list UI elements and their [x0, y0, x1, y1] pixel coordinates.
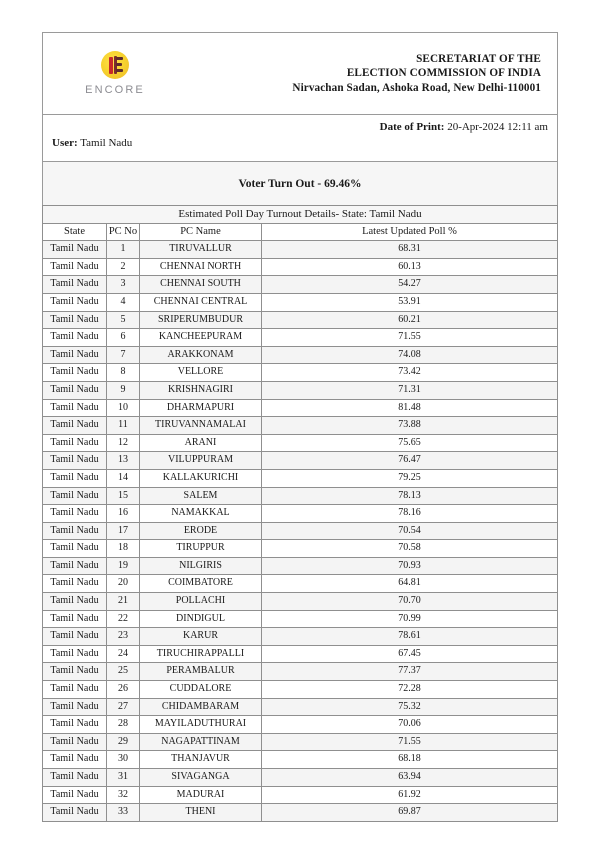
table-row — [43, 716, 558, 734]
print-date-label: Date of Print: — [379, 121, 445, 133]
cell-state: Tamil Nadu — [43, 522, 107, 540]
cell-poll-pct: 73.88 — [262, 417, 558, 435]
cell-pc-no: 15 — [107, 487, 140, 505]
cell-poll-pct: 70.99 — [262, 610, 558, 628]
cell-pc-no: 29 — [107, 733, 140, 751]
cell-pc-name: PERAMBALUR — [140, 663, 262, 681]
cell-state: Tamil Nadu — [43, 346, 107, 364]
cell-pc-no: 18 — [107, 540, 140, 558]
cell-pc-no: 10 — [107, 399, 140, 417]
user-line — [52, 137, 132, 149]
cell-state: Tamil Nadu — [43, 593, 107, 611]
cell-state: Tamil Nadu — [43, 487, 107, 505]
table-row — [43, 698, 558, 716]
logo-bar-red — [109, 57, 113, 74]
cell-pc-name: DHARMAPURI — [140, 399, 262, 417]
table-caption: Estimated Poll Day Turnout Details- State: Tamil Nadu — [43, 206, 558, 224]
cell-state: Tamil Nadu — [43, 575, 107, 593]
voter-turnout-text: Voter Turn Out - 69.46% — [238, 177, 362, 190]
cell-poll-pct: 76.47 — [262, 452, 558, 470]
cell-pc-no: 13 — [107, 452, 140, 470]
table-row — [43, 469, 558, 487]
cell-poll-pct: 75.32 — [262, 698, 558, 716]
cell-pc-no: 20 — [107, 575, 140, 593]
print-date-value: 20-Apr-2024 12:11 am — [447, 121, 548, 133]
cell-state: Tamil Nadu — [43, 628, 107, 646]
encore-circle-logo-icon — [101, 51, 129, 79]
cell-pc-no: 21 — [107, 593, 140, 611]
cell-state: Tamil Nadu — [43, 663, 107, 681]
cell-pc-no: 7 — [107, 346, 140, 364]
cell-poll-pct: 71.31 — [262, 381, 558, 399]
cell-pc-no: 6 — [107, 329, 140, 347]
cell-poll-pct: 77.37 — [262, 663, 558, 681]
cell-pc-name: THENI — [140, 804, 262, 822]
cell-state: Tamil Nadu — [43, 557, 107, 575]
cell-pc-name: TIRUCHIRAPPALLI — [140, 645, 262, 663]
table-row — [43, 241, 558, 259]
cell-pc-name: NILGIRIS — [140, 557, 262, 575]
table-row — [43, 593, 558, 611]
column-header-state: State — [43, 223, 107, 241]
cell-pc-name: SIVAGANGA — [140, 769, 262, 787]
cell-state: Tamil Nadu — [43, 258, 107, 276]
table-row — [43, 522, 558, 540]
cell-poll-pct: 78.16 — [262, 505, 558, 523]
cell-pc-no: 17 — [107, 522, 140, 540]
user-date-strip — [42, 114, 558, 161]
cell-pc-name: CHENNAI NORTH — [140, 258, 262, 276]
user-value: Tamil Nadu — [80, 137, 133, 149]
cell-poll-pct: 70.54 — [262, 522, 558, 540]
cell-pc-no: 19 — [107, 557, 140, 575]
cell-pc-name: CUDDALORE — [140, 681, 262, 699]
cell-pc-no: 30 — [107, 751, 140, 769]
cell-poll-pct: 73.42 — [262, 364, 558, 382]
cell-poll-pct: 53.91 — [262, 293, 558, 311]
cell-pc-no: 16 — [107, 505, 140, 523]
cell-state: Tamil Nadu — [43, 399, 107, 417]
table-row — [43, 505, 558, 523]
cell-pc-no: 31 — [107, 769, 140, 787]
cell-poll-pct: 71.55 — [262, 329, 558, 347]
column-header-poll-pct: Latest Updated Poll % — [262, 223, 558, 241]
cell-state: Tamil Nadu — [43, 681, 107, 699]
cell-pc-no: 14 — [107, 469, 140, 487]
turnout-table — [42, 205, 558, 822]
cell-poll-pct: 70.06 — [262, 716, 558, 734]
cell-pc-name: SRIPERUMBUDUR — [140, 311, 262, 329]
table-row — [43, 804, 558, 822]
table-row — [43, 786, 558, 804]
cell-pc-name: CHENNAI SOUTH — [140, 276, 262, 294]
cell-state: Tamil Nadu — [43, 293, 107, 311]
cell-poll-pct: 78.13 — [262, 487, 558, 505]
table-row — [43, 575, 558, 593]
voter-turnout-banner — [42, 161, 558, 205]
table-row — [43, 346, 558, 364]
cell-pc-name: THANJAVUR — [140, 751, 262, 769]
cell-pc-name: MADURAI — [140, 786, 262, 804]
masthead-line-3: Nirvachan Sadan, Ashoka Road, New Delhi-110001 — [292, 81, 541, 94]
cell-state: Tamil Nadu — [43, 716, 107, 734]
cell-poll-pct: 64.81 — [262, 575, 558, 593]
table-row — [43, 733, 558, 751]
print-date — [380, 121, 548, 133]
cell-state: Tamil Nadu — [43, 698, 107, 716]
table-row — [43, 769, 558, 787]
cell-state: Tamil Nadu — [43, 733, 107, 751]
masthead-line-1: SECRETARIAT OF THE — [416, 52, 541, 65]
cell-pc-name: VILUPPURAM — [140, 452, 262, 470]
cell-pc-name: KARUR — [140, 628, 262, 646]
cell-pc-no: 23 — [107, 628, 140, 646]
table-row — [43, 417, 558, 435]
cell-pc-no: 1 — [107, 241, 140, 259]
cell-state: Tamil Nadu — [43, 469, 107, 487]
cell-state: Tamil Nadu — [43, 751, 107, 769]
cell-pc-name: CHENNAI CENTRAL — [140, 293, 262, 311]
cell-pc-no: 28 — [107, 716, 140, 734]
cell-poll-pct: 68.31 — [262, 241, 558, 259]
cell-pc-name: COIMBATORE — [140, 575, 262, 593]
cell-pc-no: 24 — [107, 645, 140, 663]
cell-state: Tamil Nadu — [43, 540, 107, 558]
cell-poll-pct: 68.18 — [262, 751, 558, 769]
table-row — [43, 399, 558, 417]
table-row — [43, 293, 558, 311]
column-header-pc-name: PC Name — [140, 223, 262, 241]
table-row — [43, 434, 558, 452]
cell-poll-pct: 54.27 — [262, 276, 558, 294]
cell-pc-no: 4 — [107, 293, 140, 311]
cell-poll-pct: 69.87 — [262, 804, 558, 822]
cell-poll-pct: 78.61 — [262, 628, 558, 646]
table-row — [43, 276, 558, 294]
cell-pc-no: 3 — [107, 276, 140, 294]
cell-poll-pct: 70.58 — [262, 540, 558, 558]
cell-state: Tamil Nadu — [43, 381, 107, 399]
table-row — [43, 452, 558, 470]
cell-pc-name: MAYILADUTHURAI — [140, 716, 262, 734]
encore-wordmark: ENCORE — [85, 84, 145, 96]
table-row — [43, 540, 558, 558]
cell-state: Tamil Nadu — [43, 452, 107, 470]
table-row — [43, 663, 558, 681]
cell-pc-name: KALLAKURICHI — [140, 469, 262, 487]
user-label: User: — [52, 137, 78, 149]
cell-pc-name: VELLORE — [140, 364, 262, 382]
cell-pc-name: POLLACHI — [140, 593, 262, 611]
table-row — [43, 557, 558, 575]
table-body — [43, 241, 558, 822]
cell-state: Tamil Nadu — [43, 804, 107, 822]
cell-pc-no: 32 — [107, 786, 140, 804]
cell-pc-name: SALEM — [140, 487, 262, 505]
encore-brand — [55, 51, 175, 96]
logo-arm-middle — [116, 63, 122, 66]
cell-pc-name: CHIDAMBARAM — [140, 698, 262, 716]
cell-state: Tamil Nadu — [43, 645, 107, 663]
column-header-pc-no: PC No — [107, 223, 140, 241]
table-row — [43, 258, 558, 276]
cell-poll-pct: 72.28 — [262, 681, 558, 699]
cell-pc-name: KANCHEEPURAM — [140, 329, 262, 347]
table-row — [43, 311, 558, 329]
report-masthead — [42, 32, 558, 114]
cell-pc-no: 12 — [107, 434, 140, 452]
cell-pc-no: 5 — [107, 311, 140, 329]
cell-state: Tamil Nadu — [43, 329, 107, 347]
table-row — [43, 364, 558, 382]
cell-pc-no: 9 — [107, 381, 140, 399]
cell-poll-pct: 61.92 — [262, 786, 558, 804]
table-row — [43, 751, 558, 769]
cell-poll-pct: 74.08 — [262, 346, 558, 364]
masthead-address — [175, 52, 545, 96]
cell-pc-no: 8 — [107, 364, 140, 382]
table-row — [43, 381, 558, 399]
cell-state: Tamil Nadu — [43, 610, 107, 628]
cell-poll-pct: 70.70 — [262, 593, 558, 611]
cell-pc-name: TIRUPPUR — [140, 540, 262, 558]
cell-pc-no: 27 — [107, 698, 140, 716]
cell-pc-no: 33 — [107, 804, 140, 822]
cell-state: Tamil Nadu — [43, 241, 107, 259]
cell-pc-name: NAMAKKAL — [140, 505, 262, 523]
cell-pc-name: ARAKKONAM — [140, 346, 262, 364]
cell-poll-pct: 63.94 — [262, 769, 558, 787]
table-head — [43, 206, 558, 241]
cell-pc-no: 2 — [107, 258, 140, 276]
cell-pc-no: 25 — [107, 663, 140, 681]
cell-poll-pct: 71.55 — [262, 733, 558, 751]
cell-poll-pct: 70.93 — [262, 557, 558, 575]
table-caption-row — [43, 206, 558, 224]
cell-pc-name: KRISHNAGIRI — [140, 381, 262, 399]
table-row — [43, 681, 558, 699]
cell-state: Tamil Nadu — [43, 417, 107, 435]
cell-poll-pct: 60.13 — [262, 258, 558, 276]
cell-poll-pct: 60.21 — [262, 311, 558, 329]
cell-state: Tamil Nadu — [43, 786, 107, 804]
cell-pc-no: 22 — [107, 610, 140, 628]
cell-pc-no: 11 — [107, 417, 140, 435]
cell-poll-pct: 75.65 — [262, 434, 558, 452]
table-row — [43, 610, 558, 628]
cell-state: Tamil Nadu — [43, 769, 107, 787]
masthead-line-2: ELECTION COMMISSION OF INDIA — [346, 67, 541, 80]
table-row — [43, 329, 558, 347]
cell-pc-name: ARANI — [140, 434, 262, 452]
table-row — [43, 645, 558, 663]
cell-pc-name: TIRUVALLUR — [140, 241, 262, 259]
cell-pc-no: 26 — [107, 681, 140, 699]
table-row — [43, 487, 558, 505]
logo-arm-bottom — [116, 69, 123, 72]
logo-arm-top — [116, 57, 123, 60]
cell-poll-pct: 81.48 — [262, 399, 558, 417]
cell-state: Tamil Nadu — [43, 364, 107, 382]
cell-poll-pct: 67.45 — [262, 645, 558, 663]
cell-pc-name: NAGAPATTINAM — [140, 733, 262, 751]
cell-state: Tamil Nadu — [43, 276, 107, 294]
table-row — [43, 628, 558, 646]
report-page — [42, 32, 558, 822]
cell-poll-pct: 79.25 — [262, 469, 558, 487]
cell-pc-name: ERODE — [140, 522, 262, 540]
cell-pc-name: TIRUVANNAMALAI — [140, 417, 262, 435]
cell-state: Tamil Nadu — [43, 434, 107, 452]
cell-state: Tamil Nadu — [43, 505, 107, 523]
cell-state: Tamil Nadu — [43, 311, 107, 329]
cell-pc-name: DINDIGUL — [140, 610, 262, 628]
table-header-row — [43, 223, 558, 241]
